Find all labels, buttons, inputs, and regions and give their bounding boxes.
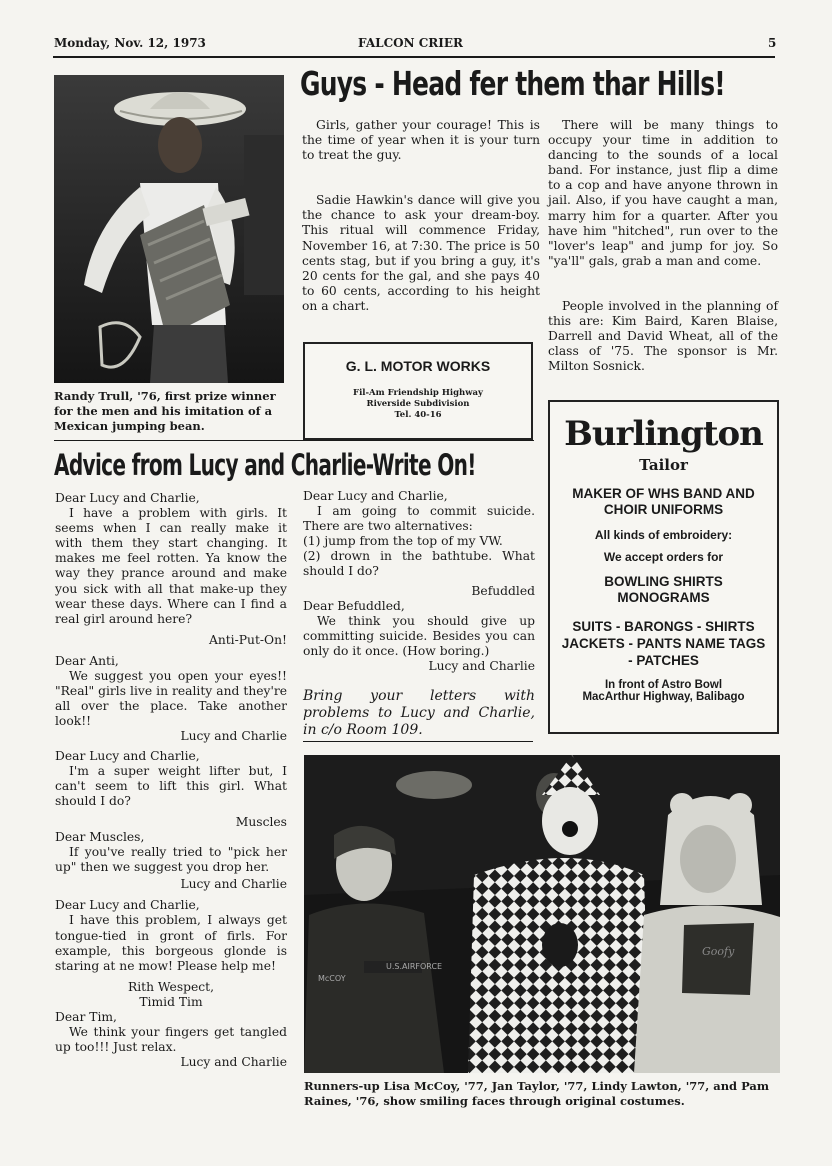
letter-signature: Anti-Put-On! (208, 632, 287, 647)
letter-signature: Rith Wespect, (127, 979, 215, 994)
letter-body: I have this problem, I always get tongue-tied in gront of firls. For example, this borgeous glonde is staring at ne mow! Please help me! (55, 913, 287, 973)
hills-paragraph: Sadie Hawkin's dance will give you the chance to ask your dream-boy. This ritual will commence Friday, November 16, at 7:30. The price is 50 cents stag, but if you bring a guy, it's 20 cents for the gal, and she pays 40 to 60 cents, according to his height on a chart. (302, 193, 540, 313)
motor-works-name: G. L. MOTOR WORKS (345, 358, 491, 374)
letter-body: I'm a super weight lifter but, I can't seem to lift this girl. What should I do? (55, 763, 287, 808)
burlington-maker-line: MAKER OF WHS BAND AND CHOIR UNIFORMS (572, 486, 755, 517)
header-page-number: 5 (768, 36, 777, 50)
letter-salutation: Dear Lucy and Charlie, (55, 748, 200, 763)
hills-paragraph: Girls, gather your courage! This is the time of year when it is your turn to treat the guy. (302, 118, 540, 163)
letter-salutation: Dear Befuddled, (303, 598, 405, 613)
burlington-name: Burlington (564, 414, 763, 454)
letter-salutation: Dear Tim, (55, 1010, 117, 1024)
header-rule (53, 56, 775, 58)
letter-body: If you've really tried to "pick her up" then we suggest you drop her. (55, 845, 287, 875)
jacket-name-text: McCOY (318, 974, 346, 983)
letter-body: I am going to commit suicide. There are two alternatives: (303, 504, 535, 534)
burlington-location-line: MacArthur Highway, Balibago (582, 691, 745, 703)
burlington-items-line: SUITS - BARONGS - SHIRTS JACKETS - PANTS NAME TAGS - PATCHES (561, 619, 766, 668)
burlington-location-line: In front of Astro Bowl (604, 679, 723, 691)
advice-headline: Advice from Lucy and Charlie-Write On! (54, 448, 476, 482)
letter-signature: Lucy and Charlie (180, 877, 287, 892)
motor-works-phone: Tel. 40-16 (394, 410, 442, 420)
letter-salutation: Dear Lucy and Charlie, (55, 898, 200, 913)
hills-paragraph: People involved in the planning of this are: Kim Baird, Karen Blaise, Darrell and David Wheat, all of the class of '75. The sponsor is Mr. Milton Sosnick. (548, 298, 778, 374)
header-paper-name: FALCON CRIER (358, 36, 463, 50)
advice-letters-col2 (303, 489, 535, 739)
letter-signature: Muscles (235, 814, 287, 829)
letter-signature: Lucy and Charlie (180, 1055, 287, 1070)
photo-runners-up (304, 755, 780, 1073)
hills-article-col2 (548, 118, 778, 374)
photo-runners-up-caption: Runners-up Lisa McCoy, '77, Jan Taylor, '77, Lindy Lawton, '77, and Pam Raines, '76, show smiling faces through original costumes. (304, 1079, 770, 1108)
burlington-embroidery-line: All kinds of embroidery: (594, 528, 733, 542)
hills-paragraph: There will be many things to occupy your time in addition to dancing to the sounds of a local band. For instance, just flip a dime to a cop and have anyone thrown in jail. Also, if you have caught a man, marry him for a quarter. After you have him "hitched", run over to the "lover's leap" and jump for joy. So "ya'll" gals, grab a man and come. (548, 118, 778, 268)
jacket-insignia-text: U.S.AIRFORCE (386, 962, 443, 971)
letter-body: (1) jump from the top of my VW. (303, 534, 503, 549)
hills-article-col1 (302, 118, 540, 314)
advice-submission-note: Bring your letters with problems to Lucy and Charlie, in c/o Room 109. (303, 688, 535, 739)
letter-body: (2) drown in the bathtube. What should I do? (303, 549, 535, 579)
advice-letters-col1 (55, 491, 287, 1070)
photo-jumping-bean (54, 75, 284, 383)
hills-headline: Guys - Head fer them thar Hills! (300, 64, 725, 103)
letter-salutation: Dear Muscles, (55, 829, 145, 844)
letter-body: We suggest you open your eyes!! "Real" girls live in reality and they're all over the place. Take another look!! (55, 669, 287, 729)
letter-salutation: Dear Lucy and Charlie, (55, 491, 200, 505)
letter-body: I have a problem with girls. It seems when I can really make it with them they start changing. It makes me feel rotten. Ya know the way they prance around and make you sick with all that make-up they wear these days. Where can I find a real girl around here? (55, 506, 287, 626)
section-rule (303, 741, 533, 742)
shirt-text: Goofy (702, 945, 735, 958)
burlington-tailor-ad (548, 400, 779, 734)
motor-works-address-line: Riverside Subdivision (366, 399, 470, 409)
burlington-orders-line: We accept orders for (603, 550, 724, 564)
letter-signature: Timid Tim (139, 994, 203, 1009)
burlington-tailor-label: Tailor (639, 456, 688, 474)
letter-body: We think your fingers get tangled up too!!! Just relax. (55, 1025, 287, 1055)
letter-salutation: Dear Anti, (55, 653, 119, 668)
letter-body: We think you should give up committing suicide. Besides you can only do it once. (How boring.) (303, 613, 535, 658)
letter-signature: Lucy and Charlie (180, 729, 287, 744)
photo-jumping-bean-caption: Randy Trull, '76, first prize winner for the men and his imitation of a Mexican jumping bean. (54, 389, 276, 433)
motor-works-ad (303, 342, 533, 440)
section-rule (54, 440, 534, 441)
header-date: Monday, Nov. 12, 1973 (54, 36, 206, 50)
letter-signature: Befuddled (471, 583, 535, 598)
burlington-shirts-line: BOWLING SHIRTS MONOGRAMS (604, 574, 723, 605)
letter-salutation: Dear Lucy and Charlie, (303, 489, 448, 503)
letter-signature: Lucy and Charlie (428, 659, 535, 674)
motor-works-address-line: Fil-Am Friendship Highway (353, 388, 483, 398)
